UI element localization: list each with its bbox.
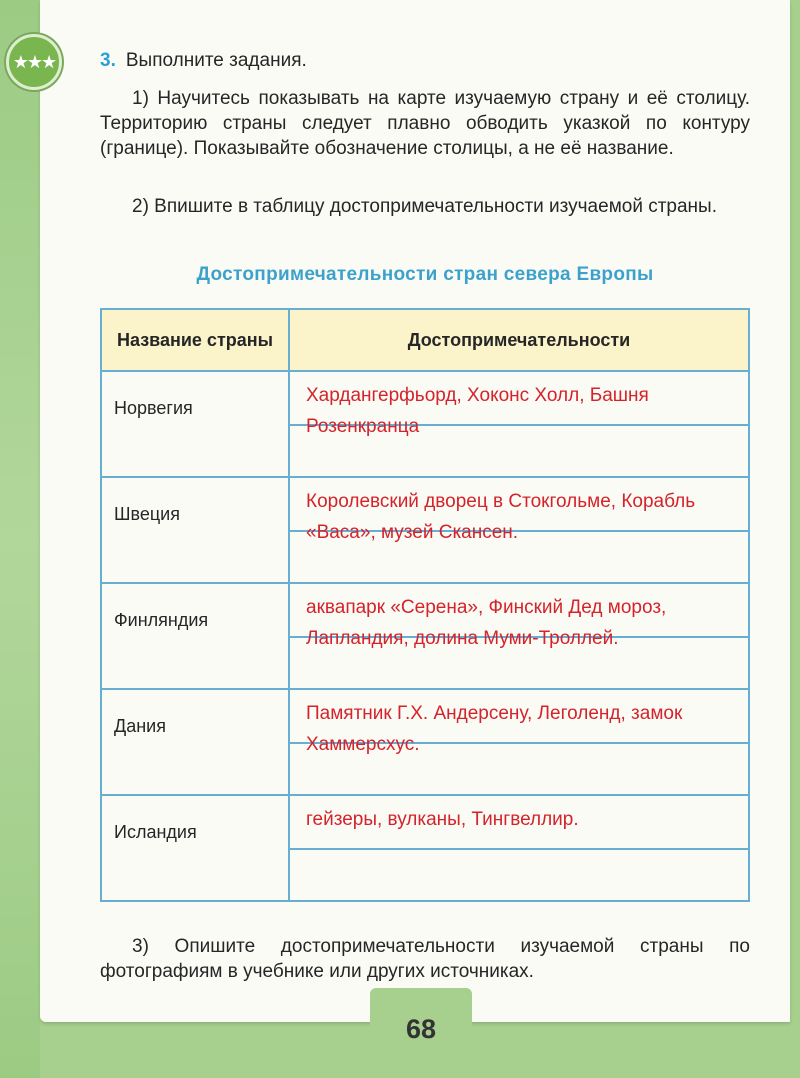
sights-answer-field[interactable] (289, 583, 749, 689)
sights-answer-text: Королевский дворец в Стокгольме, Корабль «Васа», музей Скансен. (306, 491, 696, 543)
sights-answer-text: Хардангерфьорд, Хоконс Холл, Башня Розенкранца (306, 385, 649, 437)
column-header-sights: Достопримечательности (289, 309, 749, 371)
country-cell: Исландия (101, 795, 289, 901)
sights-answer-field[interactable] (289, 689, 749, 795)
sights-answer-text: гейзеры, вулканы, Тингвеллир. (306, 809, 579, 830)
country-cell: Финляндия (101, 583, 289, 689)
sights-answer-text: Памятник Г.Х. Андерсену, Леголенд, замок Хаммерсхус. (306, 703, 683, 755)
table-header-row (101, 309, 749, 371)
sights-answer-field[interactable] (289, 477, 749, 583)
table-row (101, 689, 749, 795)
left-background-strip (0, 0, 40, 1078)
task-item-3: 3) Опишите достопримечательности изучаемой страны по фотографиям в учебнике или других источниках. (100, 936, 750, 982)
country-cell: Дания (101, 689, 289, 795)
writing-line (290, 848, 748, 850)
table-row (101, 477, 749, 583)
country-cell: Швеция (101, 477, 289, 583)
sights-answer-field[interactable] (289, 371, 749, 477)
page-number: 68 (405, 1014, 437, 1044)
table-row (101, 371, 749, 477)
task-item-1: 1) Научитесь показывать на карте изучаемую страну и её столицу. Территорию страны следует плавно обводить указкой по контуру (границе). Показывайте обозначение столицы, а не её название. (100, 88, 750, 159)
country-cell: Норвегия (101, 371, 289, 477)
sights-answer-field[interactable] (289, 795, 749, 901)
table-row (101, 795, 749, 901)
table-title: Достопримечательности стран севера Европы (196, 264, 654, 285)
sights-table (100, 308, 750, 902)
task-item-2: 2) Впишите в таблицу достопримечательности изучаемой страны. (132, 196, 717, 217)
table-row (101, 583, 749, 689)
stars-badge-icon: ★★★ (6, 34, 62, 90)
task-heading-text: Выполните задания. (125, 50, 307, 71)
sights-answer-text: аквапарк «Серена», Финский Дед мороз, Лапландия, долина Муми-Троллей. (306, 597, 667, 649)
task-number: 3. (100, 50, 116, 71)
column-header-country: Название страны (101, 309, 289, 371)
task-heading (100, 50, 307, 72)
